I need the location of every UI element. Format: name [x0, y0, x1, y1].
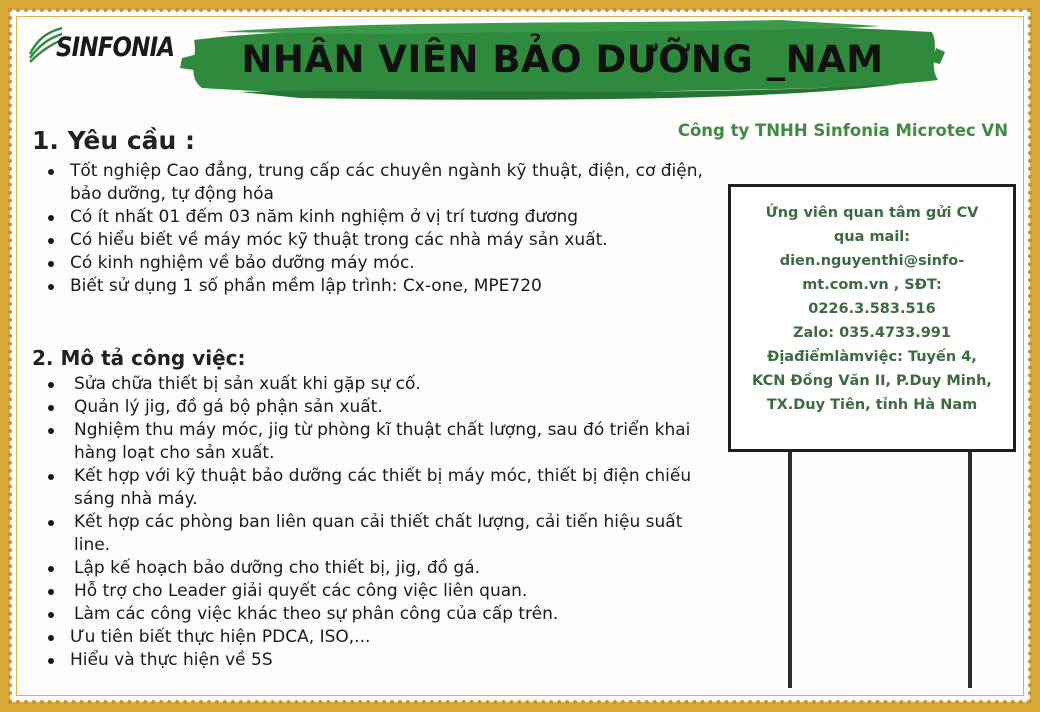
list-item: Có kinh nghiệm về bảo dưỡng máy móc.: [38, 252, 718, 275]
list-item: Lập kế hoạch bảo dưỡng cho thiết bị, jig, đồ gá.: [38, 557, 718, 580]
list-item: Kết hợp các phòng ban liên quan cải thiết chất lượng, cải tiến hiệu suất line.: [38, 511, 684, 557]
contact-phone: 0226.3.583.516: [808, 301, 936, 317]
job-description-list: [38, 373, 718, 672]
contact-line: Ứng viên quan tâm gửi CV: [765, 205, 979, 221]
list-item: Có ít nhất 01 đếm 03 năm kinh nghiệm ở vị trí tương đương: [38, 206, 718, 229]
contact-zalo: Zalo: 035.4733.991: [793, 325, 951, 341]
contact-sign-board: [728, 184, 1016, 452]
requirements-list: [38, 160, 718, 298]
contact-address: TX.Duy Tiên, tỉnh Hà Nam: [766, 397, 978, 413]
list-item: Làm các công việc khác theo sự phân công của cấp trên.: [38, 603, 718, 626]
list-item: Có hiểu biết về máy móc kỹ thuật trong các nhà máy sản xuất.: [38, 229, 680, 252]
sign-post-left: [788, 452, 792, 688]
contact-line: qua mail:: [833, 229, 911, 245]
list-item: Tốt nghiệp Cao đẳng, trung cấp các chuyên ngành kỹ thuật, điện, cơ điện, bảo dưỡng, tự động hóa: [38, 160, 710, 206]
sign-post-right: [968, 452, 972, 688]
list-item: Biết sử dụng 1 số phần mềm lập trình: Cx-one, MPE720: [38, 275, 718, 298]
contact-address: KCN Đồng Văn II, P.Duy Minh,: [752, 373, 992, 389]
contact-address: Địađiểmlàmviệc: Tuyến 4,: [767, 349, 977, 365]
sinfonia-logo: [26, 22, 186, 68]
page-title: NHÂN VIÊN BẢO DƯỠNG _NAM: [241, 38, 884, 81]
list-item: Sửa chữa thiết bị sản xuất khi gặp sự cố.: [38, 373, 718, 396]
list-item: Ưu tiên biết thực hiện PDCA, ISO,...: [38, 626, 718, 649]
company-name: Công ty TNHH Sinfonia Microtec VN: [677, 121, 1008, 140]
list-item: Nghiệm thu máy móc, jig từ phòng kĩ thuật chất lượng, sau đó triển khai hàng loạt cho sản xuất.: [38, 419, 704, 465]
section-requirements-heading: 1. Yêu cầu :: [32, 126, 196, 155]
contact-email-cont: mt.com.vn , SĐT:: [802, 277, 942, 293]
list-item: Hiểu và thực hiện về 5S: [38, 649, 718, 672]
list-item: Hỗ trợ cho Leader giải quyết các công việc liên quan.: [38, 580, 718, 603]
logo-text: SINFONIA: [56, 32, 175, 63]
section-job-description-heading: 2. Mô tả công việc:: [32, 346, 246, 370]
list-item: Quản lý jig, đồ gá bộ phận sản xuất.: [38, 396, 718, 419]
contact-email: dien.nguyenthi@sinfo-: [779, 253, 965, 269]
list-item: Kết hợp với kỹ thuật bảo dưỡng các thiết bị máy móc, thiết bị điện chiếu sáng nhà máy.: [38, 465, 724, 511]
